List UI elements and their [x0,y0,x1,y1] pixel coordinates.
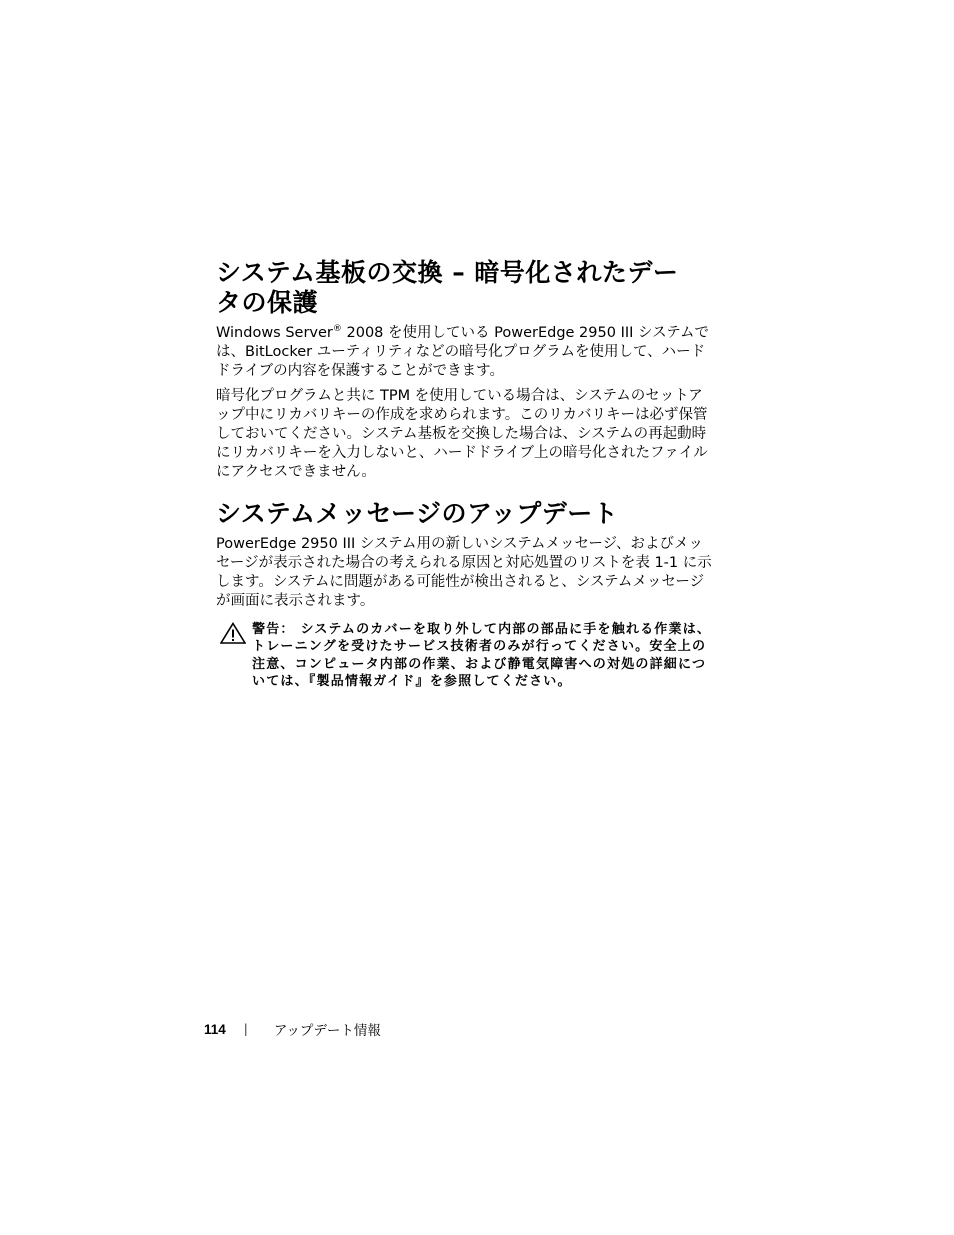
paragraph-text-start: Windows Server [216,325,333,341]
paragraph-bitlocker [216,324,716,380]
warning-triangle-icon [220,622,246,644]
page-number: 114 [204,1021,226,1037]
warning-body: システムのカバーを取り外して内部の部品に手を触れる作業は、トレーニングを受けたサービス技術者のみが行ってください。安全上の注意、コンピュータ内部の作業、および静電気障害への対処の詳細については、『製品情報ガイド』を参照してください。 [252,621,712,690]
page-content [216,258,716,691]
footer-divider: | [243,1022,248,1036]
page-footer [204,1018,381,1040]
paragraph-system-messages: PowerEdge 2950 III システム用の新しいシステムメッセージ、およびメッセージが表示された場合の考えられる原因と対応処置のリストを表 1-1 に示します。システムに問題がある可能性が検出されると、システムメッセージが画面に表示されます。 [216,536,712,609]
warning-notice [216,621,716,691]
registered-mark: ® [332,324,342,335]
heading-line-1: システム基板の交換 – 暗号化されたデー [216,258,679,287]
section-heading-system-messages: システムメッセージのアップデート [216,499,619,529]
paragraph-text-rest: 2008 を使用している PowerEdge 2950 III システムでは、BitLocker ユーティリティなどの暗号化プログラムを使用して、ハードドライブの内容を保護することができます。 [216,325,710,379]
heading-line-2: タの保護 [216,288,319,317]
paragraph-tpm-recovery-key: 暗号化プログラムと共に TPM を使用している場合は、システムのセットアップ中にリカバリキーの作成を求められます。このリカバリキーは必ず保管しておいてください。システム基板を交換した場合は、システムの再起動時にリカバリキーを入力しないと、ハードドライブ上の暗号化されたファイルにアクセスできません。 [216,388,708,480]
footer-section-title: アップデート情報 [273,1023,381,1039]
warning-label: 警告： [252,621,295,637]
warning-text [252,621,716,691]
section-heading-motherboard-replacement [216,258,716,318]
